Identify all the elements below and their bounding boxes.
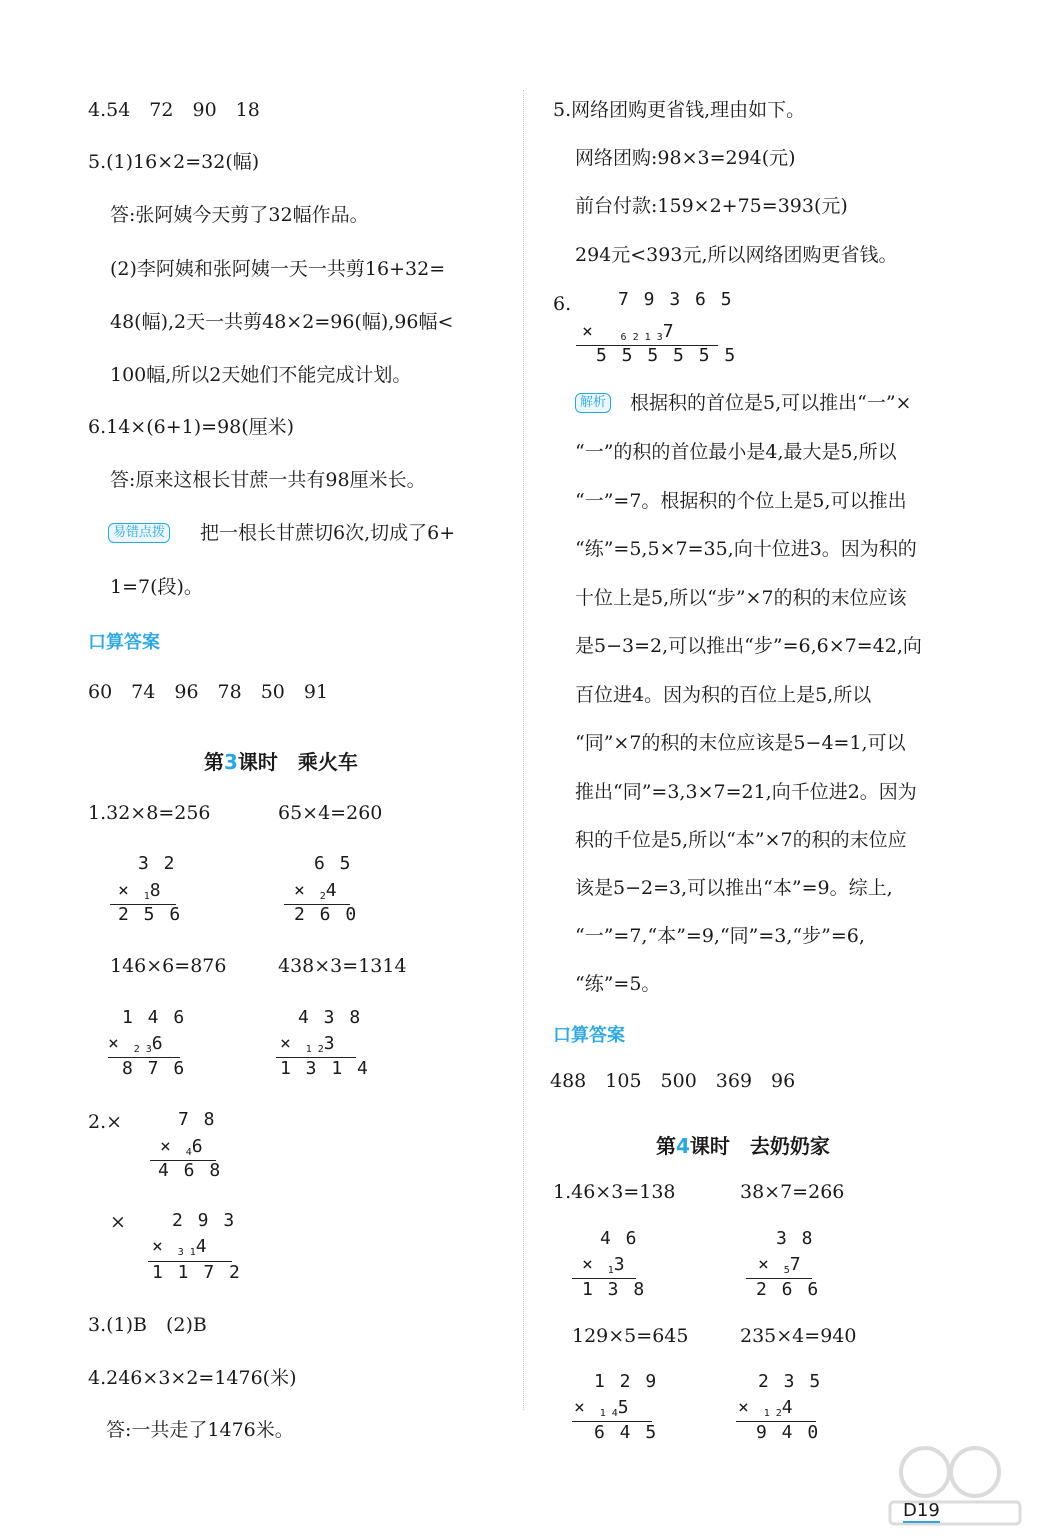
column-divider (523, 90, 524, 1410)
watermark-logo (880, 1440, 1030, 1530)
oral-answers-right: 488 105 500 369 96 (550, 1070, 796, 1092)
vertical-calc-top: 1 4 6 (122, 1007, 187, 1028)
vertical-calc-result: 2 6 0 (294, 904, 359, 925)
answer-5-reply-1: 答:张阿姨今天剪了32幅作品。 (110, 204, 369, 226)
vertical-calc-op: × 24 (294, 880, 339, 902)
analysis-line: 积的千位是5,所以“本”×7的积的末位应 (575, 829, 907, 851)
vertical-calc-top: 7 9 3 6 5 (618, 289, 734, 310)
vertical-calc-op: × 3 14 (152, 1236, 209, 1258)
answer-6-reply: 答:原来这根长甘蔗一共有98厘米长。 (110, 469, 426, 491)
analysis-line: 根据积的首位是5,可以推出“一”× (630, 392, 912, 414)
analysis-line: 百位进4。因为积的百位上是5,所以 (575, 684, 872, 706)
vertical-calc-result: 1 3 1 4 (280, 1058, 370, 1079)
vertical-calc-op: × 57 (758, 1254, 803, 1276)
lesson-3-q3: 3.(1)B (2)B (88, 1314, 207, 1336)
vertical-calc-result: 8 7 6 (122, 1058, 187, 1079)
vertical-calc-result: 2 5 6 (118, 904, 183, 925)
lesson-3-q1-a: 1.32×8=256 (88, 802, 211, 824)
answer-6-label: 6. (553, 293, 572, 315)
oral-answers: 60 74 96 78 50 91 (88, 681, 329, 703)
vertical-calc-top: 3 8 (776, 1228, 815, 1249)
answer-5-1: 5.(1)16×2=32(幅) (88, 151, 260, 173)
page-number: D19 (903, 1500, 940, 1521)
oral-answers-title-right: 口算答案 (553, 1025, 625, 1046)
answer-5-right: 5.网络团购更省钱,理由如下。 (553, 99, 806, 121)
answer-5-2-line-2: 48(幅),2天一共剪48×2=96(幅),96幅< (110, 311, 454, 333)
vertical-calc-top: 6 5 (314, 853, 353, 874)
vertical-calc-top: 7 8 (178, 1109, 217, 1130)
answer-5-front-desk: 前台付款:159×2+75=393(元) (575, 195, 848, 217)
analysis-line: “同”×7的积的末位应该是5−4=1,可以 (575, 732, 906, 754)
lesson-4-q1-d: 235×4=940 (740, 1325, 857, 1347)
tip-badge: 易错点拨 (108, 523, 170, 543)
analysis-line: 十位上是5,所以“步”×7的积的末位应该 (575, 587, 907, 609)
vertical-calc-result: 1 3 8 (582, 1279, 647, 1300)
analysis-line: “练”=5。 (575, 973, 661, 995)
vertical-calc-op: × 2 36 (108, 1033, 165, 1055)
lesson-4-q1-a: 1.46×3=138 (553, 1181, 676, 1203)
lesson-3-q1-c: 146×6=876 (110, 955, 227, 977)
lesson-4-q1-b: 38×7=266 (740, 1181, 845, 1203)
vertical-calc-result: 5 5 5 5 5 5 (596, 345, 738, 366)
vertical-calc-op: × 1 23 (280, 1033, 337, 1055)
vertical-calc-op: × 46 (160, 1136, 205, 1158)
lesson-3-q1-b: 65×4=260 (278, 802, 383, 824)
lesson-3-heading: 第3课时 乘火车 (204, 750, 358, 774)
tip-text-line-2: 1=7(段)。 (110, 576, 203, 598)
vertical-calc-op: × 1 45 (574, 1397, 631, 1419)
answer-5-conclusion: 294元<393元,所以网络团购更省钱。 (575, 244, 898, 266)
answer-5-group-buy: 网络团购:98×3=294(元) (575, 147, 796, 169)
lesson-3-q2-mark: × (110, 1211, 126, 1233)
lesson-3-q1-d: 438×3=1314 (278, 955, 407, 977)
vertical-calc-result: 1 1 7 2 (152, 1262, 242, 1283)
analysis-badge: 解析 (575, 393, 611, 413)
lesson-3-q4-reply: 答:一共走了1476米。 (106, 1419, 294, 1441)
oral-answers-title: 口算答案 (88, 632, 160, 653)
answer-5-2-line-1: (2)李阿姨和张阿姨一天一共剪16+32= (110, 258, 446, 280)
analysis-line: “一”=7。根据积的个位上是5,可以推出 (575, 490, 907, 512)
vertical-calc-top: 2 9 3 (172, 1210, 237, 1231)
analysis-line: “一”=7,“本”=9,“同”=3,“步”=6, (575, 925, 865, 947)
vertical-calc-op: × 18 (118, 880, 163, 902)
lesson-3-q4: 4.246×3×2=1476(米) (88, 1367, 297, 1389)
vertical-calc-result: 9 4 0 (756, 1422, 821, 1443)
tip-text-line-1: 把一根长甘蔗切6次,切成了6+ (200, 522, 456, 544)
analysis-line: “一”的积的首位最小是4,最大是5,所以 (575, 441, 897, 463)
vertical-calc-top: 4 6 (600, 1228, 639, 1249)
lesson-4-q1-c: 129×5=645 (572, 1325, 689, 1347)
vertical-calc-result: 2 6 6 (756, 1279, 821, 1300)
vertical-calc-result: 6 4 5 (594, 1422, 659, 1443)
vertical-calc-result: 4 6 8 (158, 1160, 223, 1181)
answer-5-2-line-3: 100幅,所以2天她们不能完成计划。 (110, 364, 412, 386)
vertical-calc-op: × 1 24 (738, 1397, 795, 1419)
vertical-calc-top: 3 2 (138, 853, 177, 874)
analysis-line: 该是5−2=3,可以推出“本”=9。综上, (575, 877, 893, 899)
lesson-3-q2-label: 2.× (88, 1111, 123, 1133)
analysis-line: 推出“同”=3,3×7=21,向千位进2。因为 (575, 781, 917, 803)
answer-4: 4.54 72 90 18 (88, 99, 260, 121)
analysis-line: 是5−3=2,可以推出“步”=6,6×7=42,向 (575, 635, 922, 657)
vertical-calc-top: 1 2 9 (594, 1371, 659, 1392)
analysis-line: “练”=5,5×7=35,向十位进3。因为积的 (575, 538, 917, 560)
vertical-calc-top: 2 3 5 (758, 1371, 823, 1392)
answer-6: 6.14×(6+1)=98(厘米) (88, 416, 295, 438)
vertical-calc-op: × 13 (582, 1254, 627, 1276)
vertical-calc-top: 4 3 8 (298, 1007, 363, 1028)
vertical-calc-op: × 6 2 1 37 (582, 321, 676, 343)
lesson-4-heading: 第4课时 去奶奶家 (656, 1134, 830, 1158)
